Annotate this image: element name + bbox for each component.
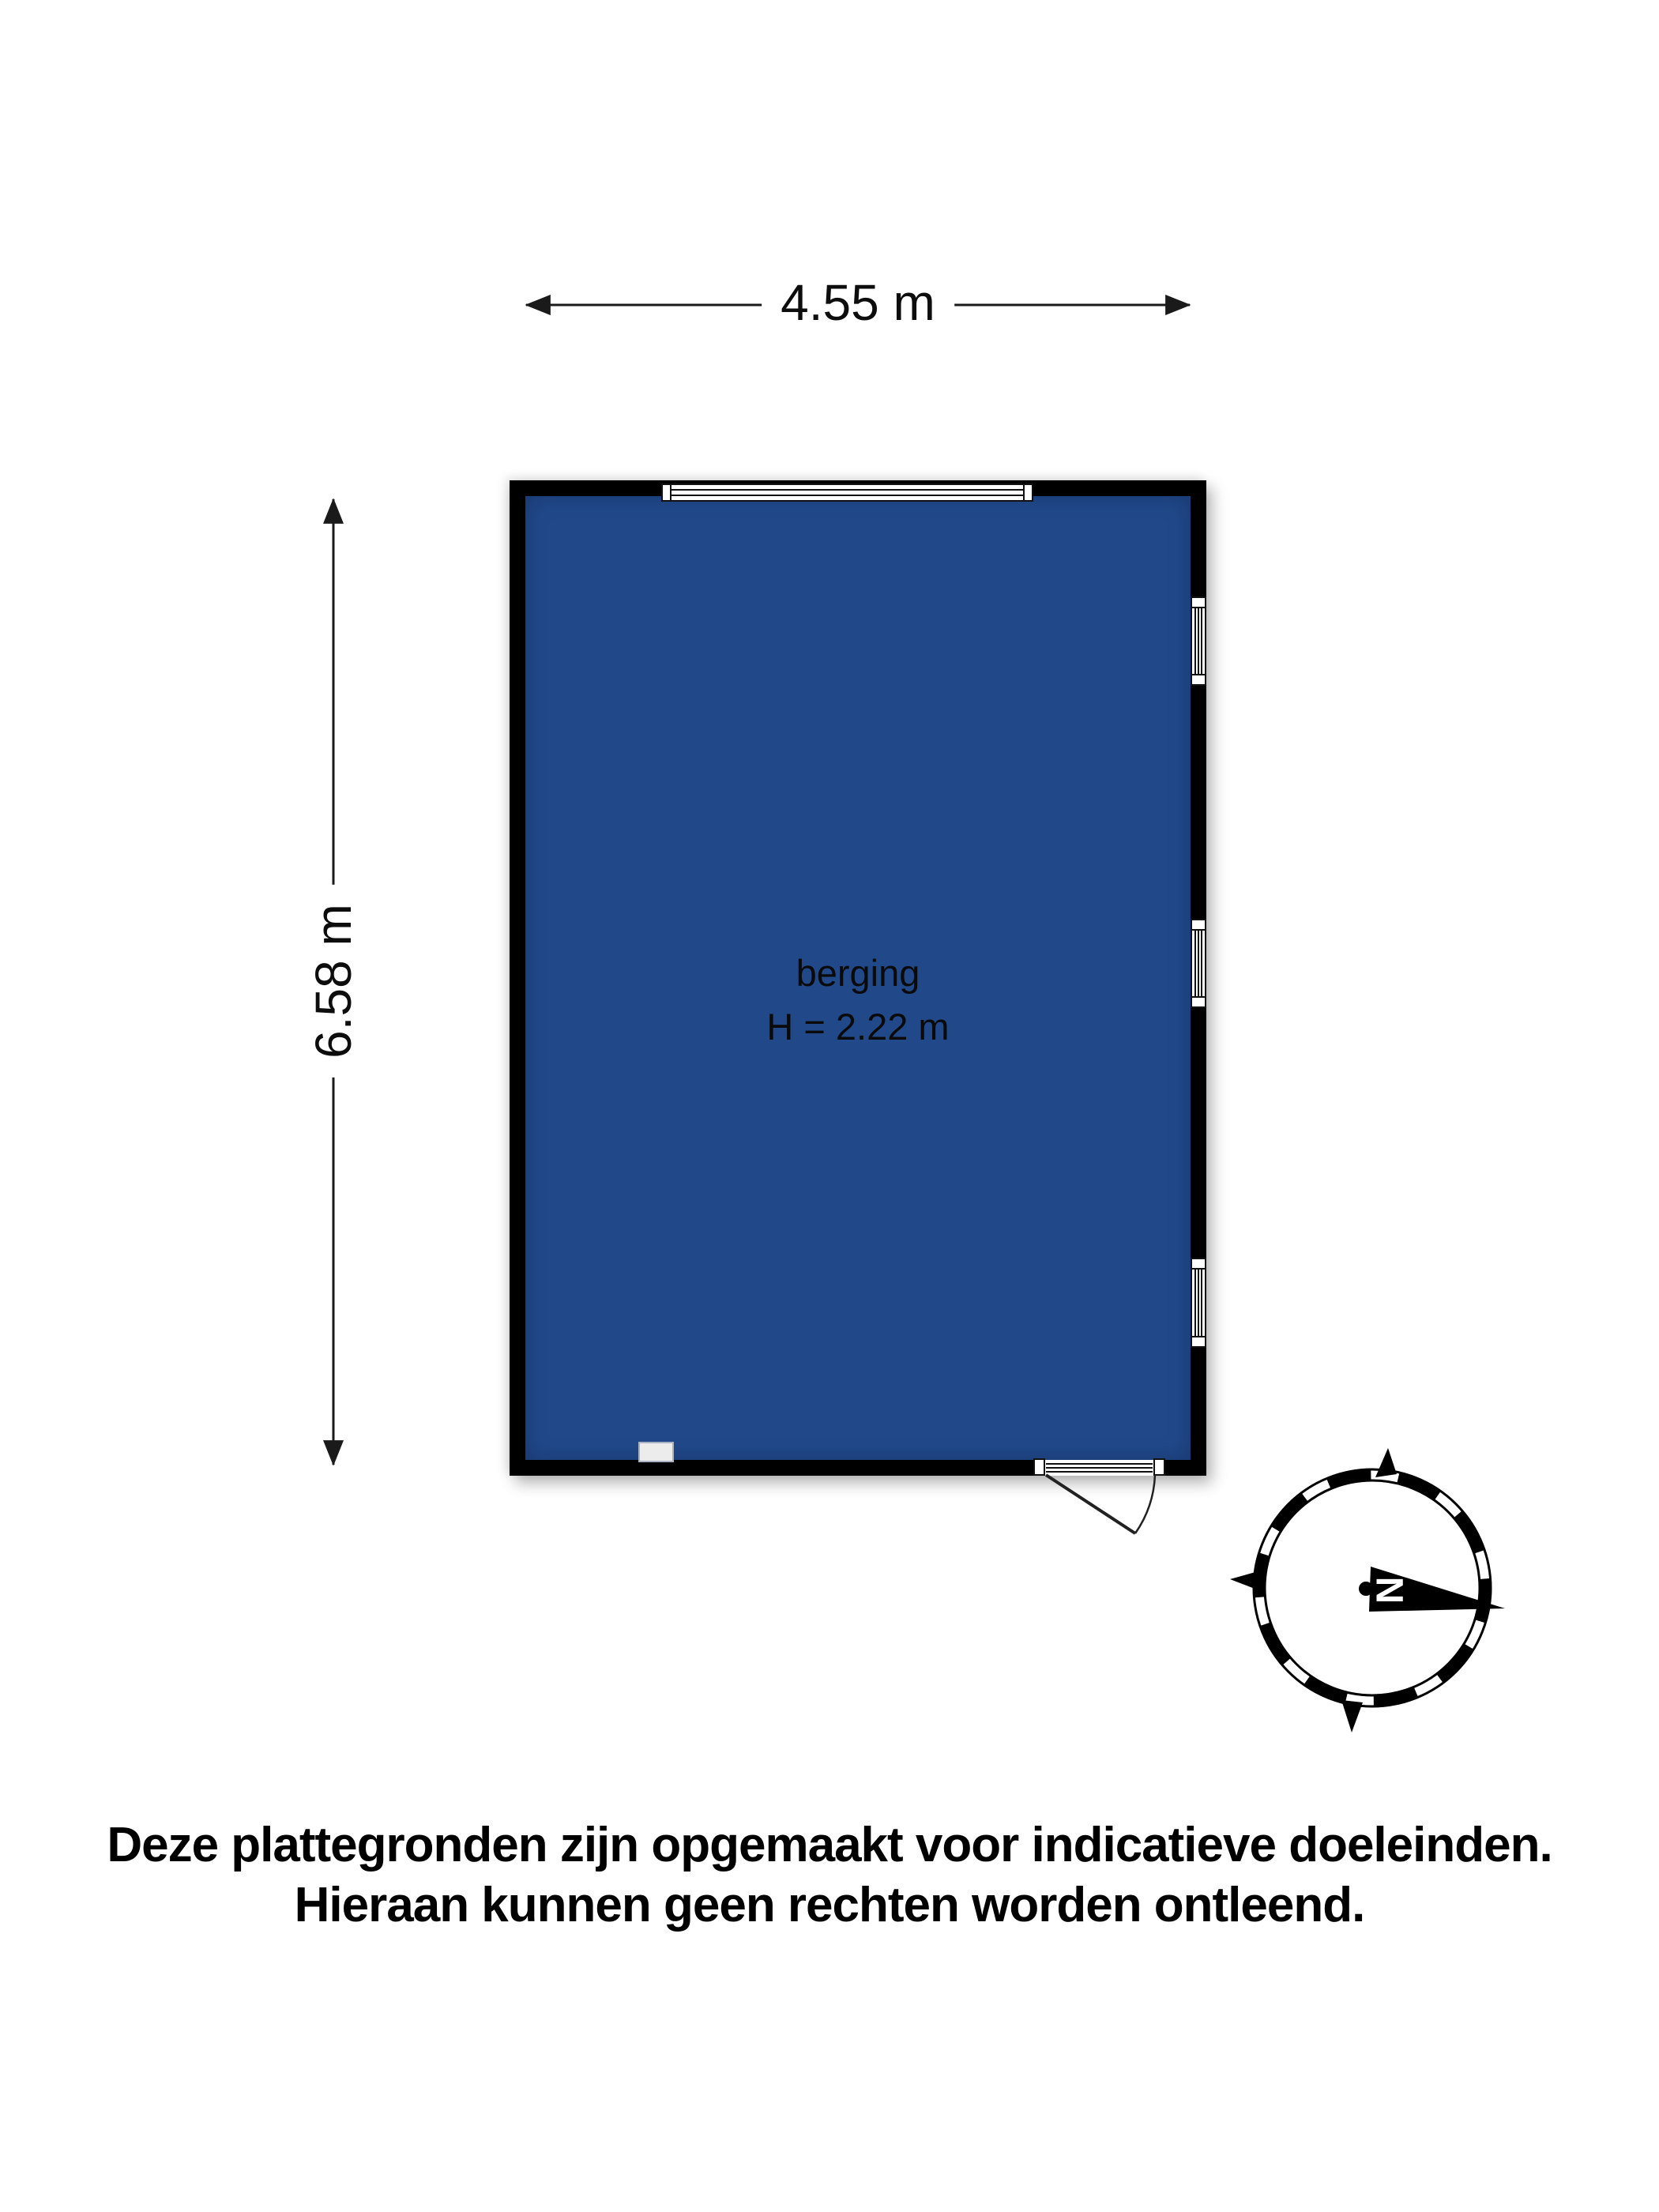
utility-box	[638, 1442, 674, 1462]
door-swing	[1019, 1458, 1209, 1556]
disclaimer	[0, 1815, 1659, 1936]
room-ceiling-height: H = 2.22 m	[766, 1006, 950, 1048]
width-dimension-label: 4.55 m	[762, 275, 954, 330]
compass-spike-west	[1230, 1571, 1261, 1591]
window-right-wall-3	[1191, 1258, 1206, 1348]
compass-north-label: N	[1367, 1576, 1410, 1604]
window-top-wall	[661, 483, 1033, 502]
disclaimer-line-1: Deze plattegronden zijn opgemaakt voor indicatieve doeleinden.	[107, 1818, 1552, 1872]
disclaimer-line-2: Hieraan kunnen geen rechten worden ontleend.	[294, 1878, 1365, 1932]
floorplan-berging	[510, 480, 1206, 1476]
room-label	[510, 951, 1206, 1049]
compass-spike-south	[1341, 1700, 1363, 1732]
window-right-wall-1	[1191, 596, 1206, 686]
room-name: berging	[796, 952, 920, 994]
compass-spike-north	[1375, 1448, 1397, 1477]
height-dimension-label: 6.58 m	[306, 885, 361, 1078]
compass-rose	[1221, 1434, 1529, 1746]
